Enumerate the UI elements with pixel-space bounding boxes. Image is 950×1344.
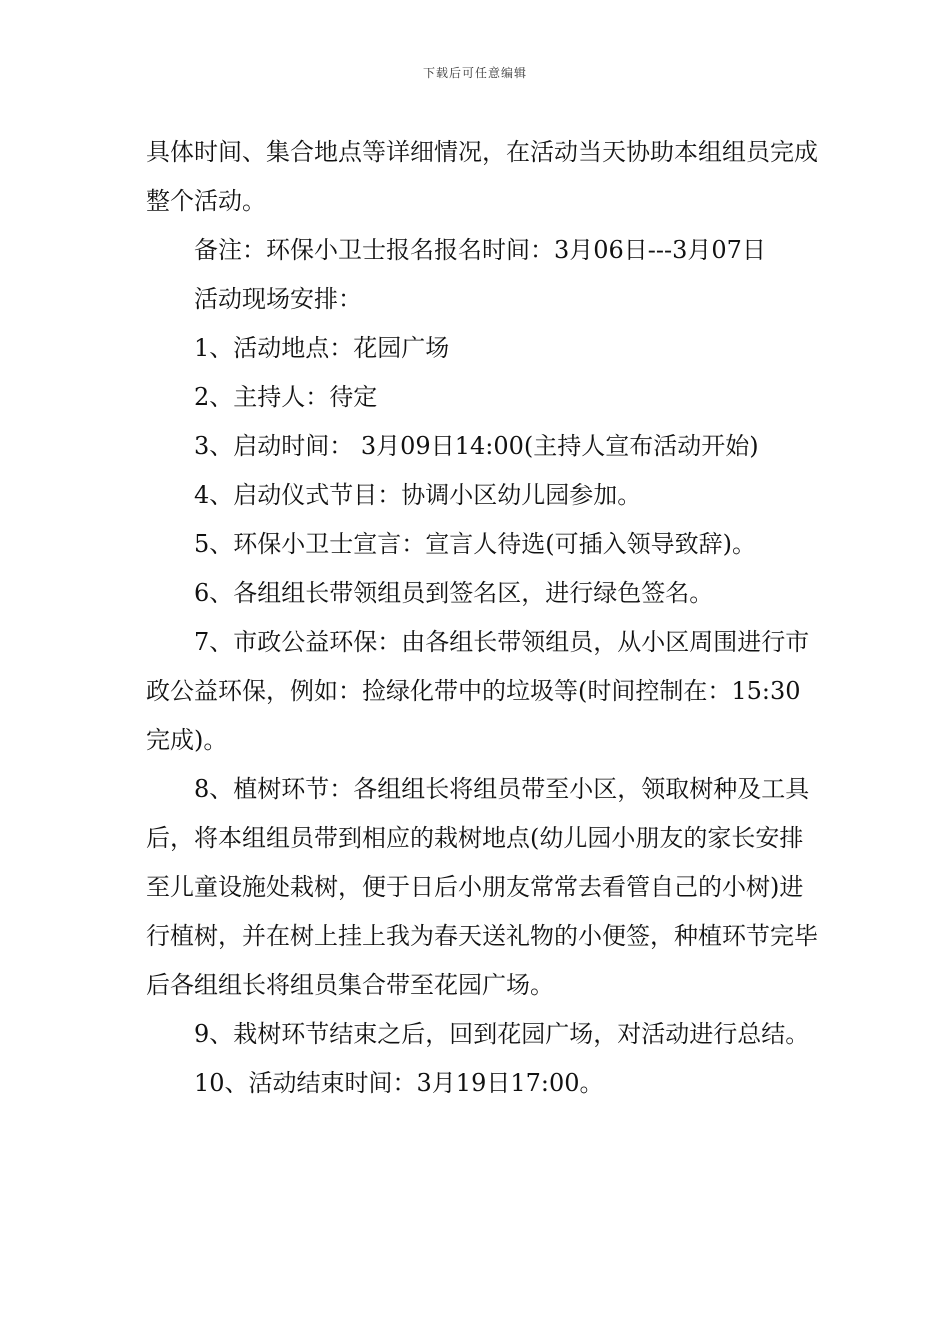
page-header-note: 下载后可任意编辑 xyxy=(422,66,527,80)
list-item-6: 6、各组组长带领组员到签名区，进行绿色签名。 xyxy=(194,579,714,607)
list-item-4: 4、启动仪式节目：协调小区幼儿园参加。 xyxy=(194,481,642,509)
paragraph-remark: 备注：环保小卫士报名报名时间：3月06日---3月07日 xyxy=(194,236,766,264)
list-item-1: 1、活动地点：花园广场 xyxy=(194,334,450,362)
list-item-9: 9、栽树环节结束之后，回到花园广场，对活动进行总结。 xyxy=(194,1020,810,1048)
list-item-10: 10、活动结束时间：3月19日17:00。 xyxy=(194,1069,604,1097)
list-item-8: 8、植树环节：各组组长将组员带至小区，领取树种及工具后，将本组组员带到相应的栽树地点(幼儿园小朋友的家长安排至儿童设施处栽树，便于日后小朋友常常去看管自己的小树)进行植树，并在树上挂上我为春天送礼物的小便签，种植环节完毕后各组组长将组员集合带至花园广场。 xyxy=(146,775,818,999)
list-item-7: 7、市政公益环保：由各组长带领组员，从小区周围进行市政公益环保，例如：捡绿化带中的垃圾等(时间控制在：15:30完成)。 xyxy=(146,628,810,754)
list-item-5: 5、环保小卫士宣言：宣言人待选(可插入领导致辞)。 xyxy=(194,530,756,558)
paragraph-continuation: 具体时间、集合地点等详细情况，在活动当天协助本组组员完成整个活动。 xyxy=(146,138,818,215)
list-item-2: 2、主持人：待定 xyxy=(194,383,378,411)
list-item-3: 3、启动时间： 3月09日14:00(主持人宣布活动开始) xyxy=(194,432,759,460)
paragraph-arrangement-heading: 活动现场安排： xyxy=(194,285,362,313)
document-body xyxy=(146,128,818,1108)
